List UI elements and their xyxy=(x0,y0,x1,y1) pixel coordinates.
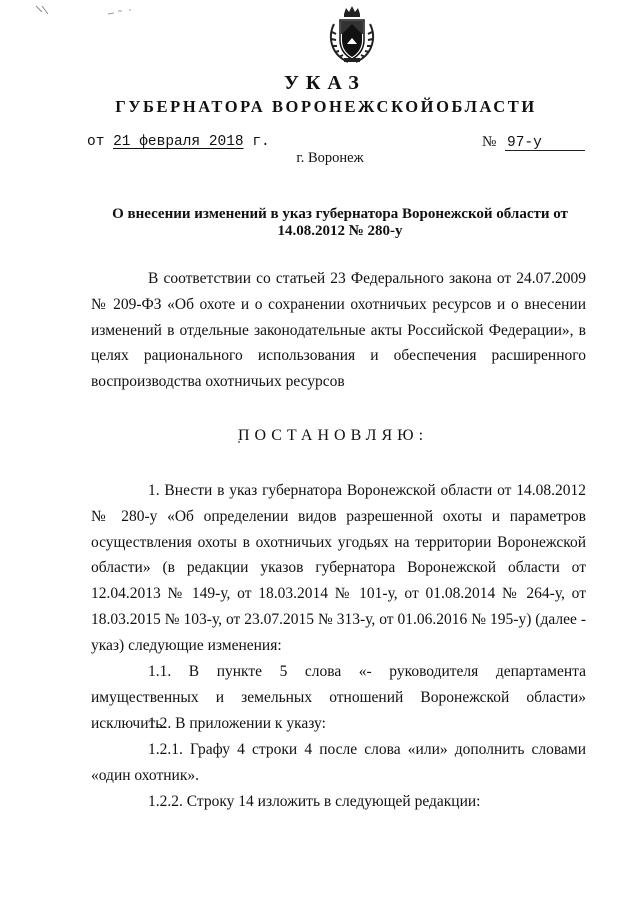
clause-1-2: 1.2. В приложении к указу: xyxy=(148,715,326,732)
city-label: г. Воронеж xyxy=(296,150,364,166)
date-value: 21 февраля 2018 xyxy=(113,134,244,150)
clause-1-2-1: 1.2.1. Графу 4 строки 4 после слова «или» дополнить словами «один охотник». xyxy=(91,741,586,784)
date-prefix: от xyxy=(87,134,105,150)
number-sign: № xyxy=(482,134,497,150)
clause-1-2-2: 1.2.2. Строку 14 изложить в следующей редакции: xyxy=(148,793,481,810)
decree-number xyxy=(482,134,585,151)
decree-heading: О внесении изменений в указ губернатора Воронежской области от 14.08.2012 № 280-у xyxy=(112,206,568,239)
decree-word: ПОСТАНОВЛЯЮ: xyxy=(237,427,429,444)
document-type-title: УКАЗ xyxy=(284,72,366,94)
date-suffix: г. xyxy=(252,134,270,150)
clause-1-1: 1.1. В пункте 5 слова «- руководителя департамента имущественных и земельных отношений Воронежской области» исключить. xyxy=(91,663,586,732)
clause-1: 1. Внести в указ губернатора Воронежской области от 14.08.2012 № 280-у «Об определении видов разрешенной охоты и параметров осуществления охоты в охотничьих угодьях на территории Воронежской области» (в редакции указов губернатора Воронежской области от 12.04.2013 № 149-у, от 18.03.2014 № 101-у, от 01.08.2014 № 264-у, от 18.03.2015 № 103-у, от 23.07.2015 № 313-у, от 01.06.2016 № 195-у) (далее - указ) следующие изменения: xyxy=(91,482,586,654)
coat-of-arms-icon xyxy=(324,4,380,68)
issuer-title: ГУБЕРНАТОРА ВОРОНЕЖСКОЙОБЛАСТИ xyxy=(115,97,537,116)
intro-paragraph: В соответствии со статьей 23 Федерального закона от 24.07.2009 № 209-ФЗ «Об охоте и о сохранении охотничьих ресурсов и о внесении изменений в отдельные законодательные акты Российской Федерации», в целях рационального использования и обеспечения расширенного воспроизводства охотничьих ресурсов xyxy=(91,270,586,391)
decree-date xyxy=(87,134,270,150)
scan-marks xyxy=(30,2,140,26)
number-value: 97-у xyxy=(505,136,585,151)
